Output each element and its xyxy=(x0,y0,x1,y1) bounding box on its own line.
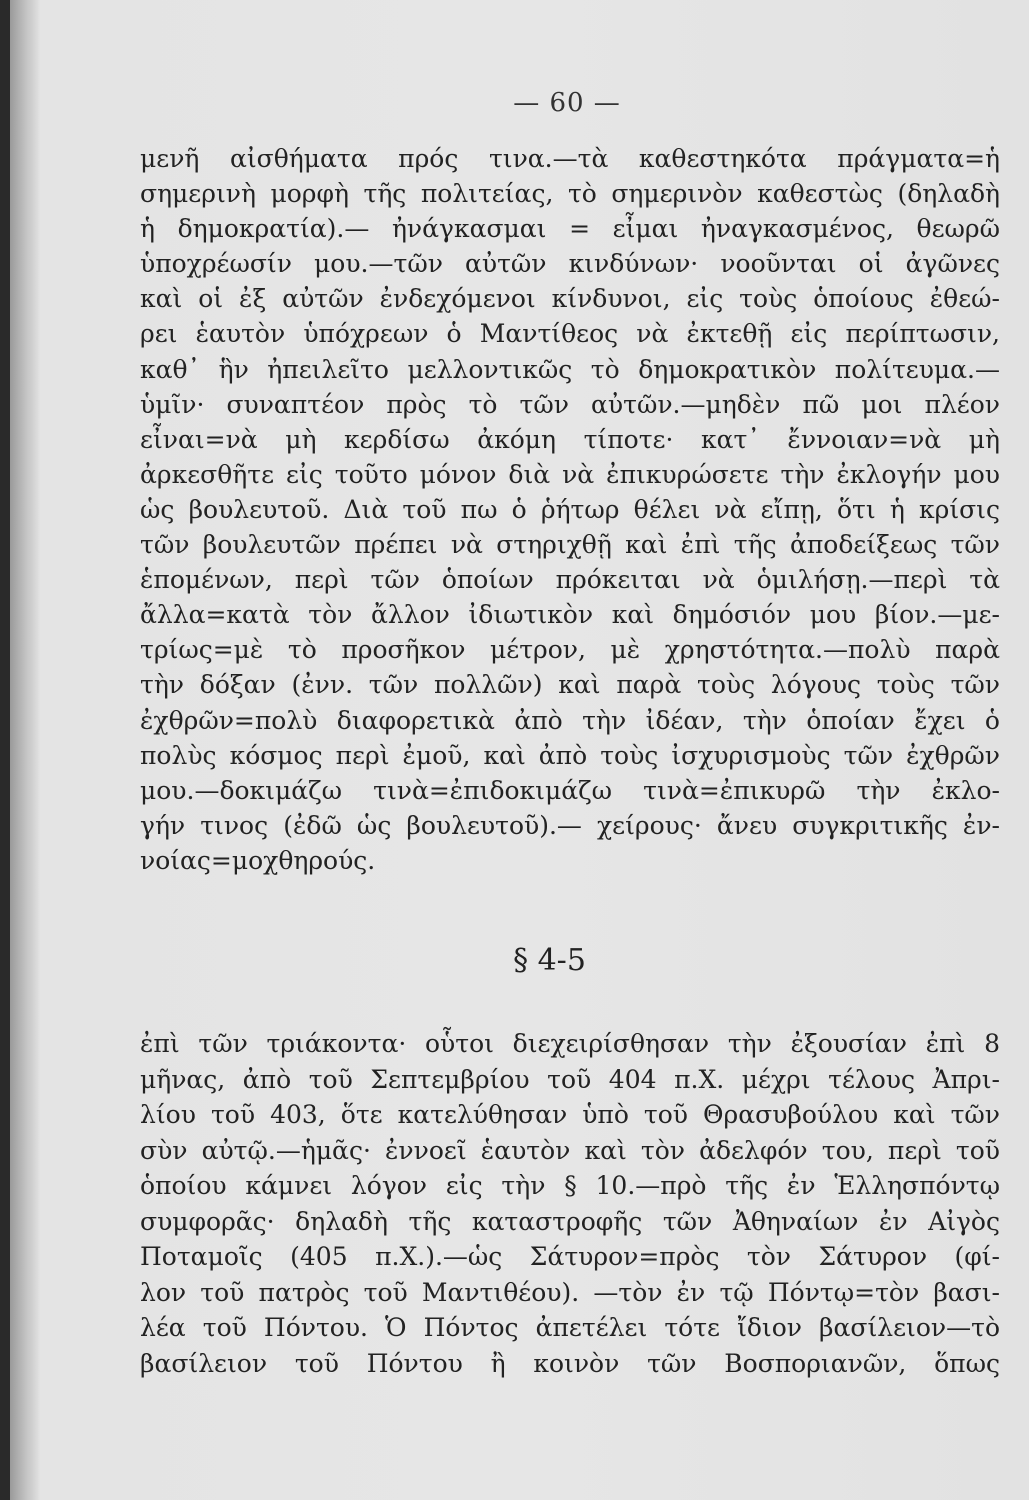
text-line: λέα τοῦ Πόντου. Ὁ Πόντος ἀπετέλει τότε ἴδιον βασίλειον—τὸ xyxy=(140,1313,1000,1342)
text-line: πολὺς κόσμος περὶ ἐμοῦ, καὶ ἀπὸ τοὺς ἰσχυρισμοὺς τῶν ἐχθρῶν xyxy=(140,740,1000,770)
text-line: νοίας=μοχθηρούς. xyxy=(140,845,376,875)
text-line: βασίλειον τοῦ Πόντου ἢ κοινὸν τῶν Βοσποριανῶν, ὅπως xyxy=(140,1348,1000,1378)
text-line: ἐχθρῶν=πολὺ διαφορετικὰ ἀπὸ τὴν ἰδέαν, τὴν ὁποίαν ἔχει ὁ xyxy=(140,705,1000,735)
text-line: ρει ἑαυτὸν ὑπόχρεων ὁ Μαντίθεος νὰ ἐκτεθῇ εἰς περίπτωσιν, xyxy=(140,319,1000,349)
text-line: σὺν αὐτῷ.—ἡμᾶς· ἐννοεῖ ἑαυτὸν καὶ τὸν ἀδελφόν του, περὶ τοῦ xyxy=(140,1135,1000,1165)
text-line: εἶναι=νὰ μὴ κερδίσω ἀκόμη τίποτε· κατ᾽ ἔννοιαν=νὰ μὴ xyxy=(140,424,1000,454)
text-line: τρίως=μὲ τὸ προσῆκον μέτρον, μὲ χρηστότητα.—πολὺ παρὰ xyxy=(140,635,1000,665)
text-line: γήν τινος (ἐδῶ ὡς βουλευτοῦ).— χείρους· ἄνευ συγκριτικῆς ἐν- xyxy=(140,810,1000,840)
text-line: ὁποίου κάμνει λόγον εἰς τὴν § 10.—πρὸ τῆς ἐν Ἑλλησπόντῳ xyxy=(140,1171,1000,1200)
section-4-5-block xyxy=(140,1026,1000,1381)
book-page xyxy=(10,0,1029,1500)
text-line: σημερινὴ μορφὴ τῆς πολιτείας, τὸ σημερινὸν καθεστὼς (δηλαδὴ xyxy=(140,179,1000,209)
text-line: ἡ δημοκρατία).— ἠνάγκασμαι = εἶμαι ἠναγκασμένος, θεωρῶ xyxy=(140,214,1000,244)
text-line: τῶν βουλευτῶν πρέπει νὰ στηριχθῇ καὶ ἐπὶ τῆς ἀποδείξεως τῶν xyxy=(140,530,1000,560)
text-line: ἐπὶ τῶν τριάκοντα· οὗτοι διεχειρίσθησαν τὴν ἐξουσίαν ἐπὶ 8 xyxy=(140,1029,1000,1058)
text-line: μενῆ αἰσθήματα πρός τινα.—τὰ καθεστηκότα πράγματα=ἡ xyxy=(140,144,1000,173)
text-line: ἀρκεσθῆτε εἰς τοῦτο μόνον διὰ νὰ ἐπικυρώσετε τὴν ἐκλογήν μου xyxy=(140,459,1000,489)
text-line: ἄλλα=κατὰ τὸν ἄλλον ἰδιωτικὸν καὶ δημόσιόν μου βίον.—με- xyxy=(140,600,1000,630)
page-number: — 60 — xyxy=(513,88,621,118)
text-line: ὑποχρέωσίν μου.—τῶν αὐτῶν κινδύνων· νοοῦνται οἱ ἀγῶνες xyxy=(140,249,1000,279)
section-heading: § 4-5 xyxy=(513,943,586,978)
text-line: καὶ οἱ ἐξ αὐτῶν ἐνδεχόμενοι κίνδυνοι, εἰς τοὺς ὁποίους ἐθεώ- xyxy=(140,284,1000,314)
text-line: μου.—δοκιμάζω τινὰ=ἐπιδοκιμάζω τινὰ=ἐπικυρῶ τὴν ἐκλο- xyxy=(140,775,1000,805)
commentary-block xyxy=(140,141,1000,878)
text-line: ὑμῖν· συναπτέον πρὸς τὸ τῶν αὐτῶν.—μηδὲν πῶ μοι πλέον xyxy=(140,389,1000,419)
text-line: ὡς βουλευτοῦ. Διὰ τοῦ πω ὁ ῥήτωρ θέλει νὰ εἴπῃ, ὅτι ἡ κρίσις xyxy=(140,494,1000,524)
text-line: τὴν δόξαν (ἐνν. τῶν πολλῶν) καὶ παρὰ τοὺς λόγους τοὺς τῶν xyxy=(140,670,1000,700)
page-gutter-shadow xyxy=(10,0,40,1500)
text-line: Ποταμοῖς (405 π.Χ.).—ὡς Σάτυρον=πρὸς τὸν Σάτυρον (φί- xyxy=(140,1242,1000,1271)
text-line: ἑπομένων, περὶ τῶν ὁποίων πρόκειται νὰ ὁμιλήσῃ.—περὶ τὰ xyxy=(140,565,1000,595)
text-line: συμφορᾶς· δηλαδὴ τῆς καταστροφῆς τῶν Ἀθηναίων ἐν Αἰγὸς xyxy=(140,1206,1000,1236)
text-line: λίου τοῦ 403, ὅτε κατελύθησαν ὑπὸ τοῦ Θρασυβούλου καὶ τῶν xyxy=(140,1100,1000,1129)
text-line: καθ᾽ ἣν ἠπειλεῖτο μελλοντικῶς τὸ δημοκρατικὸν πολίτευμα.— xyxy=(140,354,1000,384)
text-line: λον τοῦ πατρὸς τοῦ Μαντιθέου). —τὸν ἐν τῷ Πόντῳ=τὸν βασι- xyxy=(140,1277,1000,1307)
text-line: μῆνας, ἀπὸ τοῦ Σεπτεμβρίου τοῦ 404 π.Χ. μέχρι τέλους Ἀπρι- xyxy=(140,1064,1000,1094)
